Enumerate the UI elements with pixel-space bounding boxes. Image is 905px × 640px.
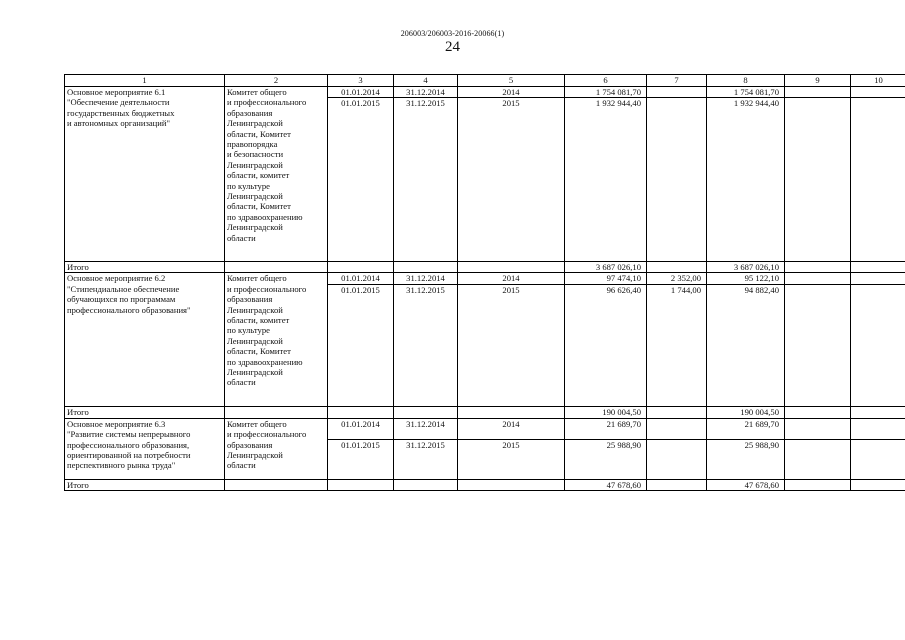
- amount-col7: [647, 418, 707, 439]
- column-header-row: [65, 75, 905, 87]
- amount-total: 25 988,90: [565, 439, 647, 479]
- amount-col8: 1 754 081,70: [707, 87, 785, 98]
- start-date: 01.01.2014: [328, 418, 394, 439]
- empty-cell: [458, 262, 565, 273]
- end-date: 31.12.2015: [394, 284, 458, 407]
- end-date: 31.12.2014: [394, 273, 458, 284]
- amount-col8: 25 988,90: [707, 439, 785, 479]
- amount-col8: 1 932 944,40: [707, 98, 785, 262]
- amount-col9: [785, 273, 851, 284]
- total-row: [65, 262, 905, 273]
- table-row: [65, 87, 905, 98]
- year-cell: 2014: [458, 418, 565, 439]
- amount-col9: [785, 284, 851, 407]
- total-label: Итого: [65, 407, 225, 418]
- column-header: 9: [785, 75, 851, 87]
- total-row: [65, 479, 905, 490]
- empty-cell: [225, 479, 328, 490]
- column-header: 5: [458, 75, 565, 87]
- column-header: 1: [65, 75, 225, 87]
- year-cell: 2014: [458, 273, 565, 284]
- total-row: [65, 407, 905, 418]
- end-date: 31.12.2015: [394, 98, 458, 262]
- end-date: 31.12.2014: [394, 418, 458, 439]
- amount-col9: [785, 87, 851, 98]
- measure-title: Основное мероприятие 6.1 "Обеспечение деятельности государственных бюджетных и автономных организаций": [65, 87, 225, 262]
- amount-total: 1 754 081,70: [565, 87, 647, 98]
- total-amount: 47 678,60: [565, 479, 647, 490]
- amount-total: 21 689,70: [565, 418, 647, 439]
- amount-col10: [851, 98, 905, 262]
- amount-col10: [851, 284, 905, 407]
- measure-title: Основное мероприятие 6.3 "Развитие системы непрерывного профессионального образования, ориентированной на потребности перспективного рынка труда": [65, 418, 225, 479]
- empty-cell: [458, 479, 565, 490]
- amount-col9: [785, 98, 851, 262]
- start-date: 01.01.2015: [328, 98, 394, 262]
- amount-col7: [647, 87, 707, 98]
- year-cell: 2014: [458, 87, 565, 98]
- amount-col10: [851, 273, 905, 284]
- total-col7: [647, 262, 707, 273]
- table-row: [65, 273, 905, 284]
- table-row: [65, 418, 905, 439]
- start-date: 01.01.2014: [328, 87, 394, 98]
- empty-cell: [851, 407, 905, 418]
- amount-col7: [647, 439, 707, 479]
- column-header: 4: [394, 75, 458, 87]
- column-header: 2: [225, 75, 328, 87]
- empty-cell: [328, 262, 394, 273]
- amount-col9: [785, 418, 851, 439]
- executor-cell: Комитет общего и профессионального образования Ленинградской области, Комитет правопорядка и безопасности Ленинградской области, комитет по культуре Ленинградской области, Комитет по здравоохранению Ленинградской области: [225, 87, 328, 262]
- budget-table: [64, 74, 905, 491]
- empty-cell: [785, 407, 851, 418]
- amount-col7: 2 352,00: [647, 273, 707, 284]
- amount-col8: 94 882,40: [707, 284, 785, 407]
- empty-cell: [785, 262, 851, 273]
- empty-cell: [328, 407, 394, 418]
- measure-title: Основное мероприятие 6.2 "Стипендиальное обеспечение обучающихся по программам профессионального образования": [65, 273, 225, 407]
- empty-cell: [851, 262, 905, 273]
- end-date: 31.12.2014: [394, 87, 458, 98]
- empty-cell: [394, 262, 458, 273]
- start-date: 01.01.2014: [328, 273, 394, 284]
- amount-total: 96 626,40: [565, 284, 647, 407]
- amount-col7: 1 744,00: [647, 284, 707, 407]
- total-amount: 190 004,50: [565, 407, 647, 418]
- column-header: 6: [565, 75, 647, 87]
- total-col7: [647, 479, 707, 490]
- total-col8: 47 678,60: [707, 479, 785, 490]
- empty-cell: [225, 407, 328, 418]
- empty-cell: [458, 407, 565, 418]
- empty-cell: [225, 262, 328, 273]
- total-col8: 190 004,50: [707, 407, 785, 418]
- amount-col10: [851, 439, 905, 479]
- empty-cell: [328, 479, 394, 490]
- executor-cell: Комитет общего и профессионального образования Ленинградской области, комитет по культуре Ленинградской области, Комитет по здравоохранению Ленинградской области: [225, 273, 328, 407]
- amount-col10: [851, 418, 905, 439]
- amount-total: 1 932 944,40: [565, 98, 647, 262]
- column-header: 10: [851, 75, 905, 87]
- amount-total: 97 474,10: [565, 273, 647, 284]
- column-header: 3: [328, 75, 394, 87]
- amount-col10: [851, 87, 905, 98]
- empty-cell: [394, 479, 458, 490]
- year-cell: 2015: [458, 439, 565, 479]
- start-date: 01.01.2015: [328, 439, 394, 479]
- empty-cell: [785, 479, 851, 490]
- column-header: 8: [707, 75, 785, 87]
- document-id: 206003/206003-2016-20066(1): [400, 29, 505, 38]
- empty-cell: [851, 479, 905, 490]
- total-amount: 3 687 026,10: [565, 262, 647, 273]
- total-label: Итого: [65, 262, 225, 273]
- amount-col8: 95 122,10: [707, 273, 785, 284]
- total-col8: 3 687 026,10: [707, 262, 785, 273]
- empty-cell: [394, 407, 458, 418]
- page-number: 24: [445, 39, 460, 55]
- year-cell: 2015: [458, 98, 565, 262]
- amount-col7: [647, 98, 707, 262]
- executor-cell: Комитет общего и профессионального образования Ленинградской области: [225, 418, 328, 479]
- amount-col8: 21 689,70: [707, 418, 785, 439]
- year-cell: 2015: [458, 284, 565, 407]
- total-label: Итого: [65, 479, 225, 490]
- start-date: 01.01.2015: [328, 284, 394, 407]
- total-col7: [647, 407, 707, 418]
- column-header: 7: [647, 75, 707, 87]
- end-date: 31.12.2015: [394, 439, 458, 479]
- amount-col9: [785, 439, 851, 479]
